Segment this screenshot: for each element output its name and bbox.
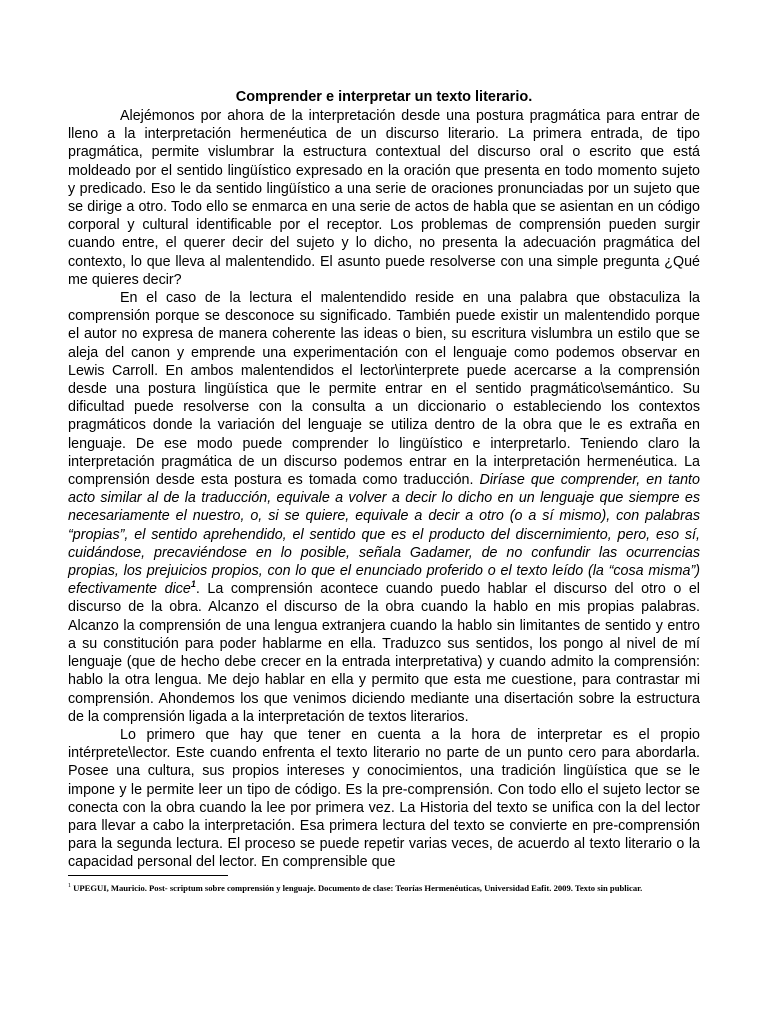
document-title: Comprender e interpretar un texto literario. xyxy=(235,89,533,105)
footnote xyxy=(68,880,700,895)
paragraph-2-text-before: En el caso de la lectura el malentendido reside en una palabra que obstaculiza la comprensión porque se desconoce su significado. También puede existir un malentendido porque el autor no expresa de manera coherente las ideas o bien, su escritura vislumbra un estilo que se aleja del canon y emprende una experimentación con el lenguaje como podemos observar en Lewis Carroll. En ambos malentendidos el lector\interprete puede acercarse a la comprensión desde una postura lingüística que le permite entrar en el sentido pragmático\semántico. Su dificultad puede resolverse con la consulta a un diccionario o estableciendo los contextos pragmáticos donde la variación del lenguaje se utiliza dentro de la obra que le es extraña en lenguaje. De ese modo puede comprender lo lingüístico e interpretarlo. Teniendo claro la interpretación pragmática de un discurso podemos entrar en la interpretación hermenéutica. La comprensión desde esta postura es tomada como traducción. xyxy=(68,290,700,489)
gadamer-quote: Diríase que comprender, en tanto acto similar al de la traducción, equivale a volver a decir lo dicho en un lenguaje que siempre es necesariamente el nuestro, o, si se quiere, equivale a decir a otro (o a sí mismo), con palabras “propias”, el sentido aprehendido, el sentido que es el producto del discernimiento, pero, eso sí, cuidándose, precaviéndose en lo posible, señala Gadamer, de no confundir las ocurrencias propias, los prejuicios propios, con lo que el enunciado proferido o el texto leído (la “cosa misma”) efectivamente dice xyxy=(68,472,700,598)
paragraph-1: Alejémonos por ahora de la interpretación desde una postura pragmática para entrar de lleno a la interpretación hermenéutica de un discurso literario. La primera entrada, de tipo pragmática, permite vislumbrar la estructura contextual del discurso oral o escrito que está moldeado por el sentido lingüístico expresado en la oración que presenta en todo momento sujeto y predicado. Eso le da sentido lingüístico a una serie de oraciones pronunciadas por un sujeto que se dirige a otro. Todo ello se enmarca en una serie de actos de habla que se asientan en un código corporal y cultural identificable por el receptor. Los problemas de comprensión pueden surgir cuando entre, el querer decir del sujeto y lo dicho, no presenta la adecuación pragmática del contexto, lo que lleva al malentendido. El asunto puede resolverse con una simple pregunta ¿Qué me quieres decir? xyxy=(68,108,700,288)
footnote-mark: 1 xyxy=(68,883,71,889)
paragraph-3: Lo primero que hay que tener en cuenta a la hora de interpretar es el propio intérprete\lector. Este cuando enfrenta el texto literario no parte de un punto cero para abordarla. Posee una cultura, sus propios intereses y conocimientos, una tradición lingüística que se le impone y le permite leer un tipo de código. Es la pre-comprensión. Con todo ello el sujeto lector se conecta con la obra cuando la lee por primera vez. La Historia del texto se unifica con la del lector para llevar a cabo la interpretación. Esa primera lectura del texto se convierte en pre-comprensión para la segunda lectura. El proceso se puede repetir varias veces, de acuerdo al texto literario o la capacidad personal del lector. En comprensible que xyxy=(68,726,700,871)
document-page xyxy=(68,88,700,872)
paragraph-2 xyxy=(68,289,700,726)
footnote-divider xyxy=(68,875,228,876)
footnote-text: UPEGUI, Mauricio. Post- scriptum sobre comprensión y lenguaje. Documento de clase: Teorías Hermenéuticas, Universidad Eafit. 2009. Texto sin publicar. xyxy=(71,882,643,893)
paragraph-2-text-after: . La comprensión acontece cuando puedo hablar el discurso del otro o el discurso de la obra. Alcanzo el discurso de la obra cuando la hablo en mis propias palabras. Alcanzo la comprensión de una lengua extranjera cuando la hablo sin limitantes de sentido y entro a su constitución para poder hablarme en ella. Traduzco sus sentidos, los pongo al nivel de mí lenguaje (que de hecho debe crecer en la entrada interpretativa) y cuando admito la comprensión: hablo la otra lengua. Me dejo hablar en ella y permito que esta me cuestione, para contrastar mi comprensión. Ahondemos los que venimos diciendo mediante una disertación sobre la estructura de la comprensión ligada a la interpretación de textos literarios. xyxy=(68,581,700,725)
footnote-reference[interactable]: 1 xyxy=(190,579,196,590)
